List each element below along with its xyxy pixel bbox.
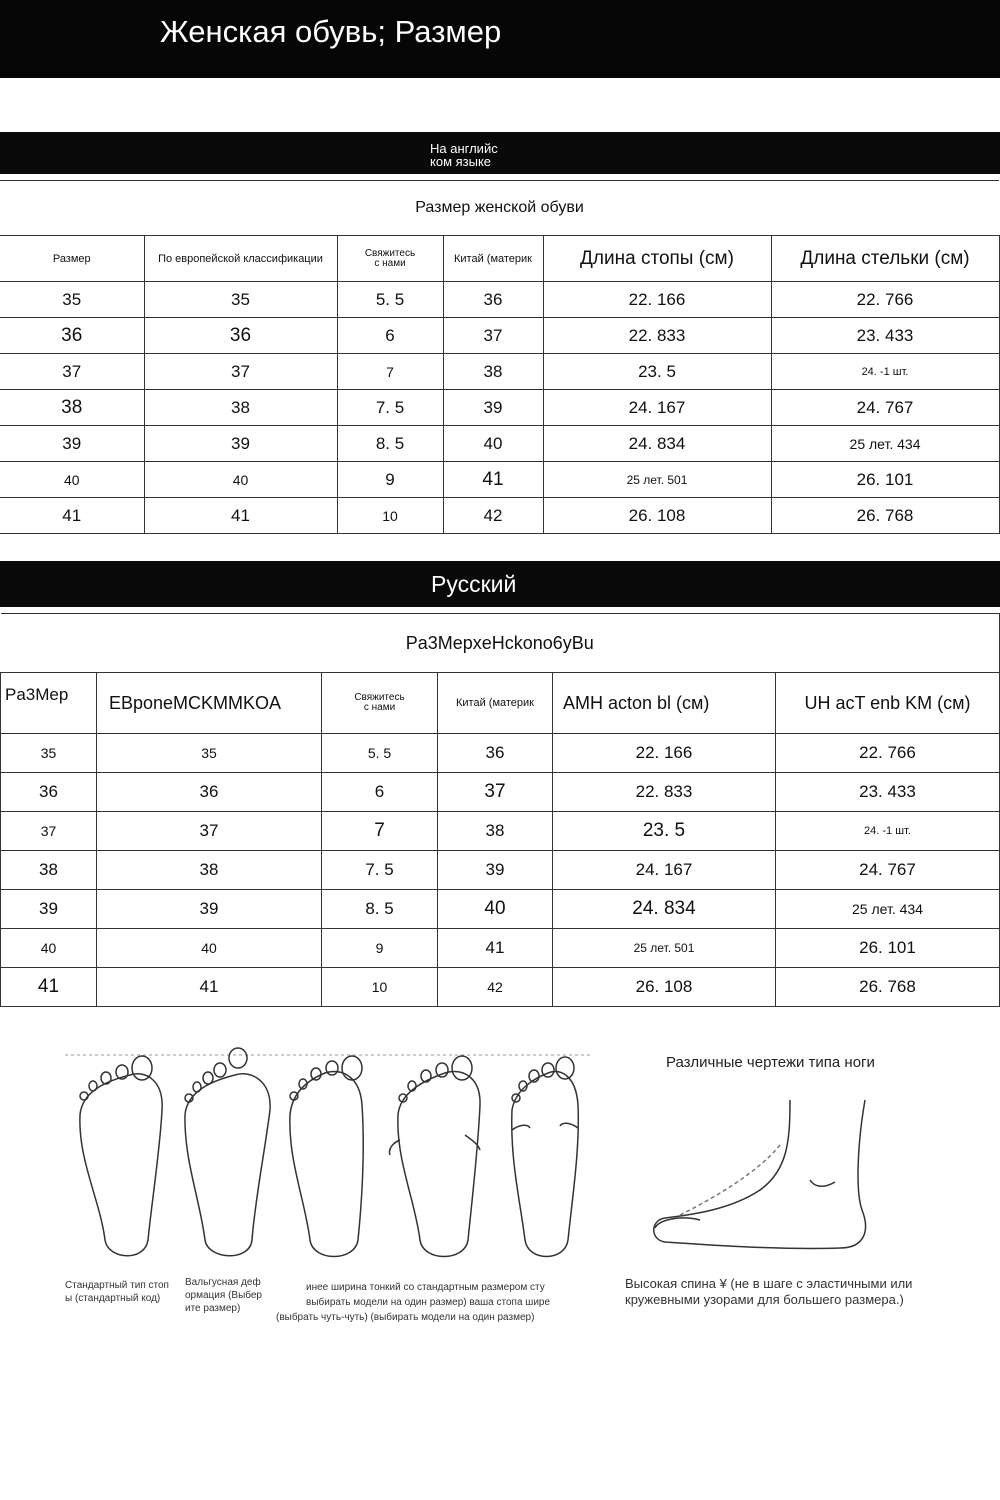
- cell-eu: 41: [144, 498, 337, 534]
- cell-eu: 39: [97, 890, 322, 929]
- cell-eu: 36: [97, 773, 322, 812]
- side-view-title: Различные чертежи типа ноги: [666, 1054, 875, 1071]
- cell-foot-length: 23. 5: [543, 354, 771, 390]
- cell-china: 36: [438, 734, 553, 773]
- cell-size: 37: [1, 812, 97, 851]
- cell-china: 38: [443, 354, 543, 390]
- cell-foot-length: 24. 834: [543, 426, 771, 462]
- table-row: [1, 968, 1000, 1007]
- section-label-russian: Русский: [431, 571, 517, 597]
- cell-contact: 9: [322, 929, 438, 968]
- cell-foot-length: 26. 108: [553, 968, 776, 1007]
- cell-china: 42: [438, 968, 553, 1007]
- cell-insole-length: 24. 767: [771, 390, 999, 426]
- cell-insole-length: 26. 768: [776, 968, 1000, 1007]
- cell-size: 39: [0, 426, 144, 462]
- cell-contact: 7. 5: [337, 390, 443, 426]
- cell-china: 40: [443, 426, 543, 462]
- foot-valgus-icon: [185, 1048, 270, 1256]
- table-row: [0, 390, 999, 426]
- cell-insole-length: 25 лет. 434: [771, 426, 999, 462]
- cell-eu: 38: [144, 390, 337, 426]
- cell-foot-length: 24. 167: [553, 851, 776, 890]
- cell-eu: 40: [144, 462, 337, 498]
- cell-size: 40: [1, 929, 97, 968]
- foot-side-view-icon: [640, 1090, 880, 1260]
- col-header-insole-length: Длина стельки (см): [771, 236, 999, 282]
- cell-china: 41: [443, 462, 543, 498]
- cell-foot-length: 24. 834: [553, 890, 776, 929]
- cell-eu: 37: [97, 812, 322, 851]
- cell-insole-length: 26. 101: [771, 462, 999, 498]
- cell-insole-length: 24. -1 шт.: [776, 812, 1000, 851]
- cell-contact: 9: [337, 462, 443, 498]
- page-title: Женская обувь; Размер: [160, 14, 502, 49]
- col-header-eu: По европейской классификации: [144, 236, 337, 282]
- col-header-contact: Свяжитесь с нами: [322, 673, 438, 734]
- cell-contact: 7: [337, 354, 443, 390]
- col-header-size: Размер: [0, 236, 144, 282]
- cell-contact: 7. 5: [322, 851, 438, 890]
- size-table-english: [0, 180, 1000, 534]
- cell-foot-length: 22. 833: [543, 318, 771, 354]
- cell-size: 41: [1, 968, 97, 1007]
- caption-valgus: Вальгусная деф ормация (Выбер ите размер): [185, 1277, 262, 1314]
- cell-insole-length: 23. 433: [771, 318, 999, 354]
- col-header-eu: EBponeMCKMMKOA: [97, 673, 322, 734]
- table-row: [1, 929, 1000, 968]
- cell-contact: 8. 5: [322, 890, 438, 929]
- col-header-size: Pa3Mep: [1, 673, 97, 734]
- cell-eu: 37: [144, 354, 337, 390]
- cell-contact: 7: [322, 812, 438, 851]
- table-row: [0, 426, 999, 462]
- cell-size: 38: [1, 851, 97, 890]
- cell-size: 41: [0, 498, 144, 534]
- table-row: [0, 318, 999, 354]
- table-row: [0, 462, 999, 498]
- table-caption: Pa3MepxeHckono6yBu: [1, 614, 1000, 673]
- cell-china: 38: [438, 812, 553, 851]
- cell-size: 40: [0, 462, 144, 498]
- foot-narrow-icon: [389, 1056, 480, 1257]
- table-row: [0, 282, 999, 318]
- col-header-insole-length: UH acT enb KM (см): [776, 673, 1000, 734]
- foot-wide-arrows-icon: [512, 1057, 579, 1257]
- section-label-english: На английс ком языке: [430, 141, 498, 169]
- cell-insole-length: 25 лет. 434: [776, 890, 1000, 929]
- cell-eu: 35: [97, 734, 322, 773]
- table-row: [1, 890, 1000, 929]
- table-row: [1, 812, 1000, 851]
- title-bar: [0, 0, 1000, 78]
- cell-insole-length: 24. 767: [776, 851, 1000, 890]
- cell-insole-length: 23. 433: [776, 773, 1000, 812]
- section-band-russian: [0, 561, 1000, 607]
- cell-size: 36: [1, 773, 97, 812]
- col-header-china: Китай (материк: [443, 236, 543, 282]
- cell-contact: 8. 5: [337, 426, 443, 462]
- cell-china: 39: [438, 851, 553, 890]
- cell-china: 39: [443, 390, 543, 426]
- cell-insole-length: 22. 766: [776, 734, 1000, 773]
- cell-contact: 6: [337, 318, 443, 354]
- cell-china: 42: [443, 498, 543, 534]
- col-header-china: Китай (материк: [438, 673, 553, 734]
- cell-eu: 40: [97, 929, 322, 968]
- cell-foot-length: 24. 167: [543, 390, 771, 426]
- caption-standard: Стандартный тип стоп ы (стандартный код): [65, 1280, 169, 1304]
- cell-foot-length: 25 лет. 501: [553, 929, 776, 968]
- foot-wide-icon: [290, 1056, 363, 1257]
- cell-china: 41: [438, 929, 553, 968]
- caption-width-types: инее ширина тонкий со стандартным размером сту выбирать модели на один размер) ваша стопа шире (выбрать чуть-чуть) (выбирать модели на один размер): [276, 1282, 551, 1323]
- foot-types-illustration: [60, 1040, 600, 1270]
- table-row: [1, 851, 1000, 890]
- cell-china: 36: [443, 282, 543, 318]
- cell-foot-length: 23. 5: [553, 812, 776, 851]
- size-table-russian: [0, 613, 1000, 1007]
- cell-foot-length: 22. 833: [553, 773, 776, 812]
- cell-china: 40: [438, 890, 553, 929]
- table-row: [1, 734, 1000, 773]
- cell-insole-length: 26. 101: [776, 929, 1000, 968]
- cell-contact: 10: [322, 968, 438, 1007]
- cell-contact: 10: [337, 498, 443, 534]
- cell-china: 37: [438, 773, 553, 812]
- cell-size: 37: [0, 354, 144, 390]
- cell-foot-length: 22. 166: [553, 734, 776, 773]
- cell-size: 39: [1, 890, 97, 929]
- cell-insole-length: 22. 766: [771, 282, 999, 318]
- col-header-foot-length: Длина стопы (см): [543, 236, 771, 282]
- cell-china: 37: [443, 318, 543, 354]
- cell-insole-length: 26. 768: [771, 498, 999, 534]
- cell-eu: 35: [144, 282, 337, 318]
- cell-contact: 5. 5: [337, 282, 443, 318]
- col-header-foot-length: AMH acton bl (см): [553, 673, 776, 734]
- cell-insole-length: 24. -1 шт.: [771, 354, 999, 390]
- cell-eu: 36: [144, 318, 337, 354]
- cell-eu: 38: [97, 851, 322, 890]
- col-header-contact: Свяжитесь с нами: [337, 236, 443, 282]
- table-caption: Размер женской обуви: [0, 181, 999, 236]
- cell-eu: 41: [97, 968, 322, 1007]
- table-row: [0, 498, 999, 534]
- cell-size: 36: [0, 318, 144, 354]
- foot-standard-icon: [80, 1056, 162, 1256]
- cell-foot-length: 25 лет. 501: [543, 462, 771, 498]
- cell-eu: 39: [144, 426, 337, 462]
- cell-size: 35: [1, 734, 97, 773]
- table-row: [1, 773, 1000, 812]
- table-row: [0, 354, 999, 390]
- cell-foot-length: 26. 108: [543, 498, 771, 534]
- section-band-english: [0, 132, 1000, 174]
- side-view-caption: Высокая спина ¥ (не в шаге с эластичными или кружевными узорами для большего размера.): [625, 1276, 913, 1307]
- cell-contact: 5. 5: [322, 734, 438, 773]
- cell-contact: 6: [322, 773, 438, 812]
- cell-size: 38: [0, 390, 144, 426]
- cell-size: 35: [0, 282, 144, 318]
- cell-foot-length: 22. 166: [543, 282, 771, 318]
